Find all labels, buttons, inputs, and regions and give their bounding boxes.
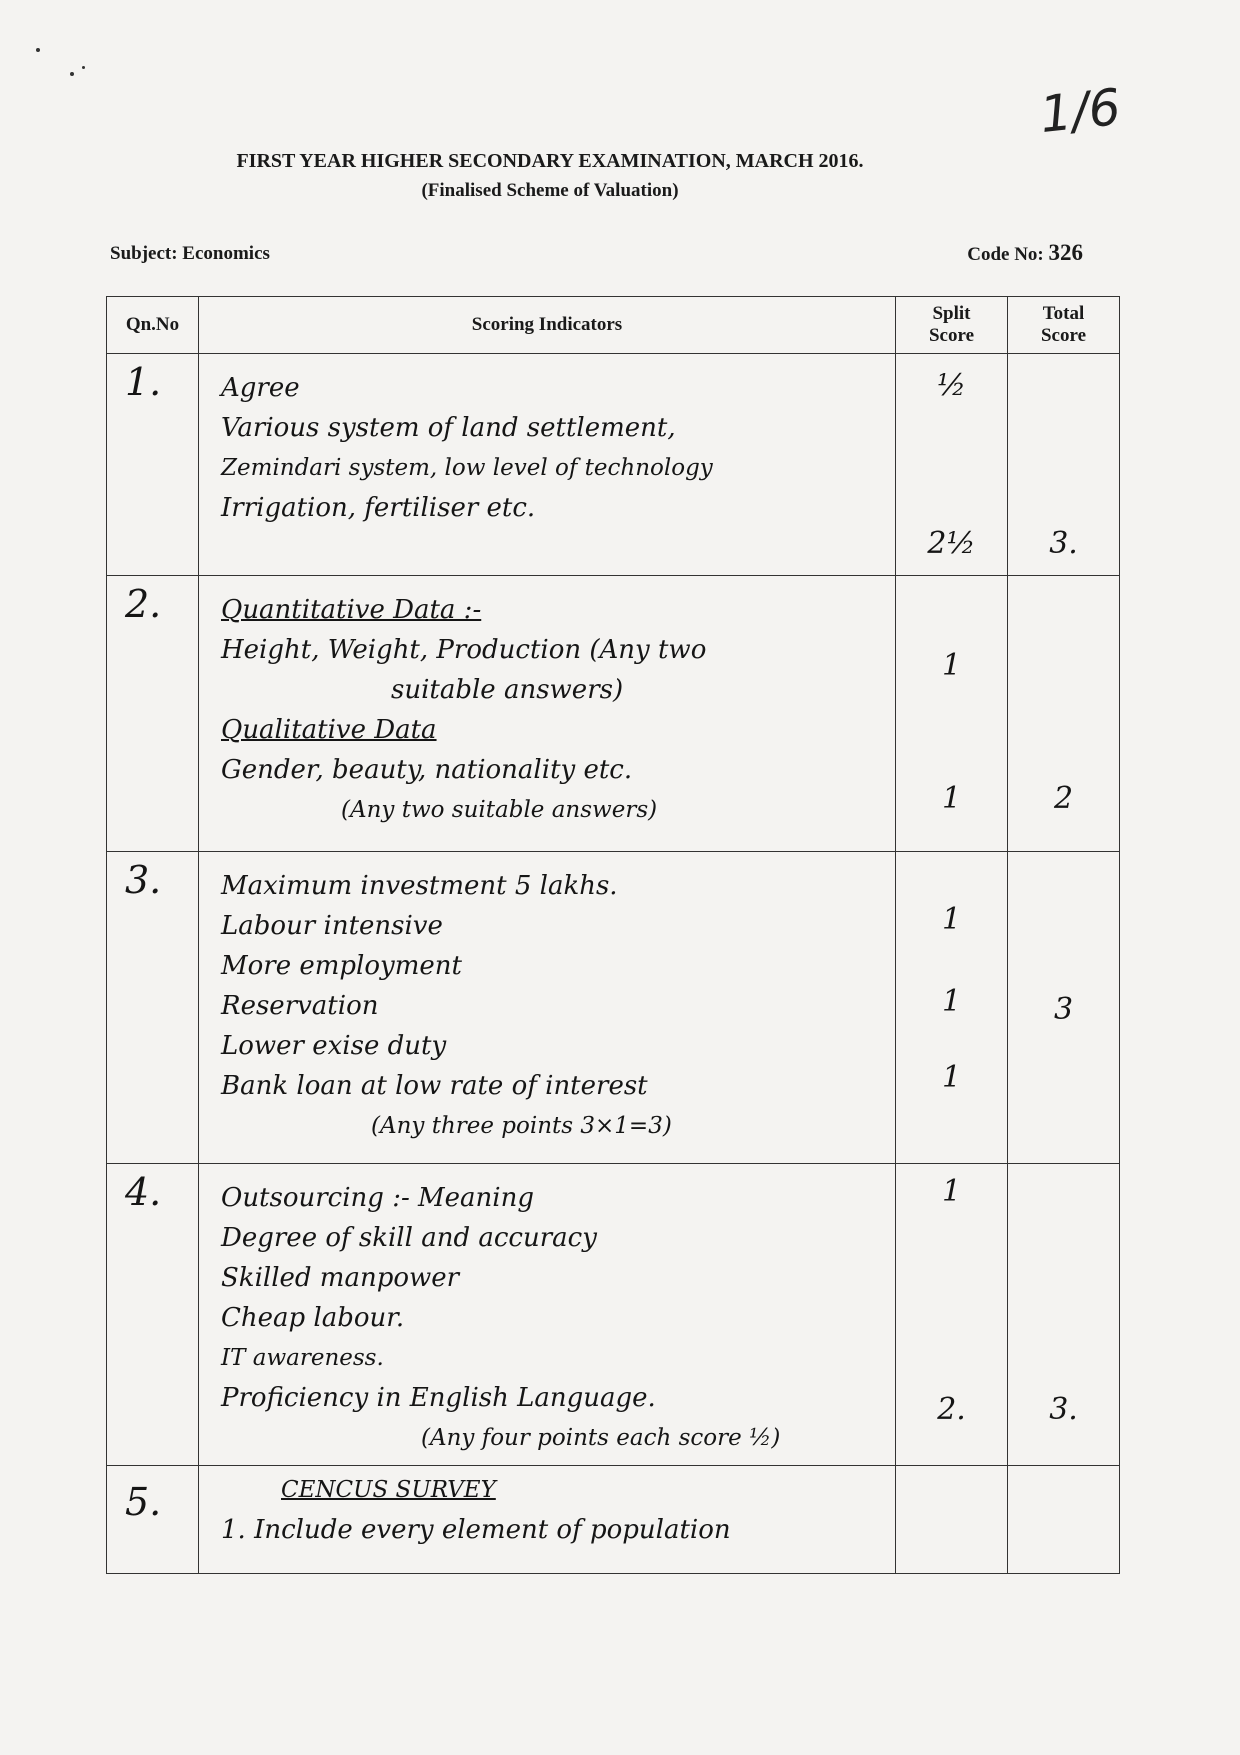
- indicator-line: Zemindari system, low level of technology: [221, 455, 713, 481]
- indicator-line: Proficiency in English Language.: [221, 1383, 656, 1413]
- total-score: 3.: [1049, 526, 1078, 561]
- code-number: [967, 240, 1083, 266]
- total-score-cell: [1008, 576, 1120, 852]
- table-header-row: [107, 297, 1120, 354]
- split-score: 1: [941, 648, 962, 683]
- indicator-line: Maximum investment 5 lakhs.: [221, 871, 618, 901]
- question-number: 4.: [107, 1164, 199, 1466]
- split-score-cell: [896, 1164, 1008, 1466]
- indicator-line: More employment: [221, 951, 462, 981]
- scoring-indicators: [199, 1466, 896, 1574]
- indicator-line: Bank loan at low rate of interest: [221, 1071, 648, 1101]
- table-row: [107, 576, 1120, 852]
- question-number: 5.: [107, 1466, 199, 1574]
- question-number: 1.: [107, 354, 199, 576]
- total-score-cell: [1008, 1164, 1120, 1466]
- indicator-line: Outsourcing :- Meaning: [221, 1183, 534, 1213]
- total-score: 3: [1053, 992, 1074, 1027]
- total-score: 3.: [1049, 1392, 1078, 1427]
- table-row: [107, 1164, 1120, 1466]
- split-score-cell: [896, 852, 1008, 1164]
- qno-header: Qn.No: [107, 297, 199, 354]
- table-row: [107, 1466, 1120, 1574]
- split-score: 1: [941, 902, 962, 937]
- indicator-line: (Any four points each score ½): [421, 1425, 781, 1451]
- question-number: 3.: [107, 852, 199, 1164]
- total-header-line1: Total: [1042, 303, 1085, 324]
- indicator-line: (Any three points 3×1=3): [371, 1113, 672, 1139]
- indicator-line: Gender, beauty, nationality etc.: [221, 755, 633, 785]
- indicator-line: IT awareness.: [221, 1345, 384, 1371]
- exam-title: FIRST YEAR HIGHER SECONDARY EXAMINATION, MARCH 2016.: [236, 150, 864, 172]
- split-score: 1: [941, 984, 962, 1019]
- indicator-line: Labour intensive: [221, 911, 443, 941]
- scan-speck: [82, 66, 85, 69]
- indicator-line: Skilled manpower: [221, 1263, 460, 1293]
- split-score-header: [896, 297, 1008, 354]
- split-score: 2.: [937, 1392, 966, 1427]
- scoring-indicators: [199, 1164, 896, 1466]
- exam-subtitle: (Finalised Scheme of Valuation): [421, 180, 679, 201]
- scoring-indicators: [199, 576, 896, 852]
- split-header-line2: Score: [928, 325, 975, 346]
- scoring-table: [106, 296, 1120, 1574]
- indicator-line: 1. Include every element of population: [221, 1515, 731, 1545]
- total-score-cell: [1008, 1466, 1120, 1574]
- split-score: 1: [941, 1060, 962, 1095]
- indicator-line: Lower exise duty: [221, 1031, 447, 1061]
- total-score-cell: [1008, 852, 1120, 1164]
- split-score: ½: [936, 368, 967, 403]
- split-score-cell: [896, 1466, 1008, 1574]
- split-score: 2½: [927, 526, 976, 561]
- indicator-line: Height, Weight, Production (Any two: [221, 635, 707, 665]
- total-score: 2: [1053, 781, 1074, 816]
- indicator-line: CENCUS SURVEY: [281, 1477, 496, 1503]
- total-header-line2: Score: [1040, 325, 1087, 346]
- split-score: 1: [941, 1174, 962, 1209]
- indicator-line: Agree: [221, 373, 300, 403]
- indicator-line: Cheap labour.: [221, 1303, 405, 1333]
- table-row: [107, 852, 1120, 1164]
- scan-speck: [70, 72, 74, 76]
- indicators-header: Scoring Indicators: [199, 297, 896, 354]
- indicator-line: Quantitative Data :-: [221, 595, 482, 625]
- indicator-line: Various system of land settlement,: [221, 413, 676, 443]
- subject-label: Subject: Economics: [110, 243, 270, 264]
- code-value: 326: [1048, 240, 1083, 265]
- scoring-indicators: [199, 354, 896, 576]
- total-score-cell: [1008, 354, 1120, 576]
- indicator-line: Qualitative Data: [221, 715, 437, 745]
- scoring-indicators: [199, 852, 896, 1164]
- split-score-cell: [896, 354, 1008, 576]
- indicator-line: (Any two suitable answers): [341, 797, 658, 823]
- split-score-cell: [896, 576, 1008, 852]
- total-score-header: [1008, 297, 1120, 354]
- code-label: Code No:: [967, 244, 1049, 265]
- indicator-line: Degree of skill and accuracy: [221, 1223, 597, 1253]
- table-row: [107, 354, 1120, 576]
- page-number: 1/6: [1037, 77, 1124, 145]
- indicator-line: Irrigation, fertiliser etc.: [221, 493, 536, 523]
- scan-speck: [36, 48, 40, 52]
- split-score: 1: [941, 781, 962, 816]
- question-number: 2.: [107, 576, 199, 852]
- indicator-line: suitable answers): [391, 675, 624, 705]
- split-header-line1: Split: [932, 303, 971, 324]
- indicator-line: Reservation: [221, 991, 379, 1021]
